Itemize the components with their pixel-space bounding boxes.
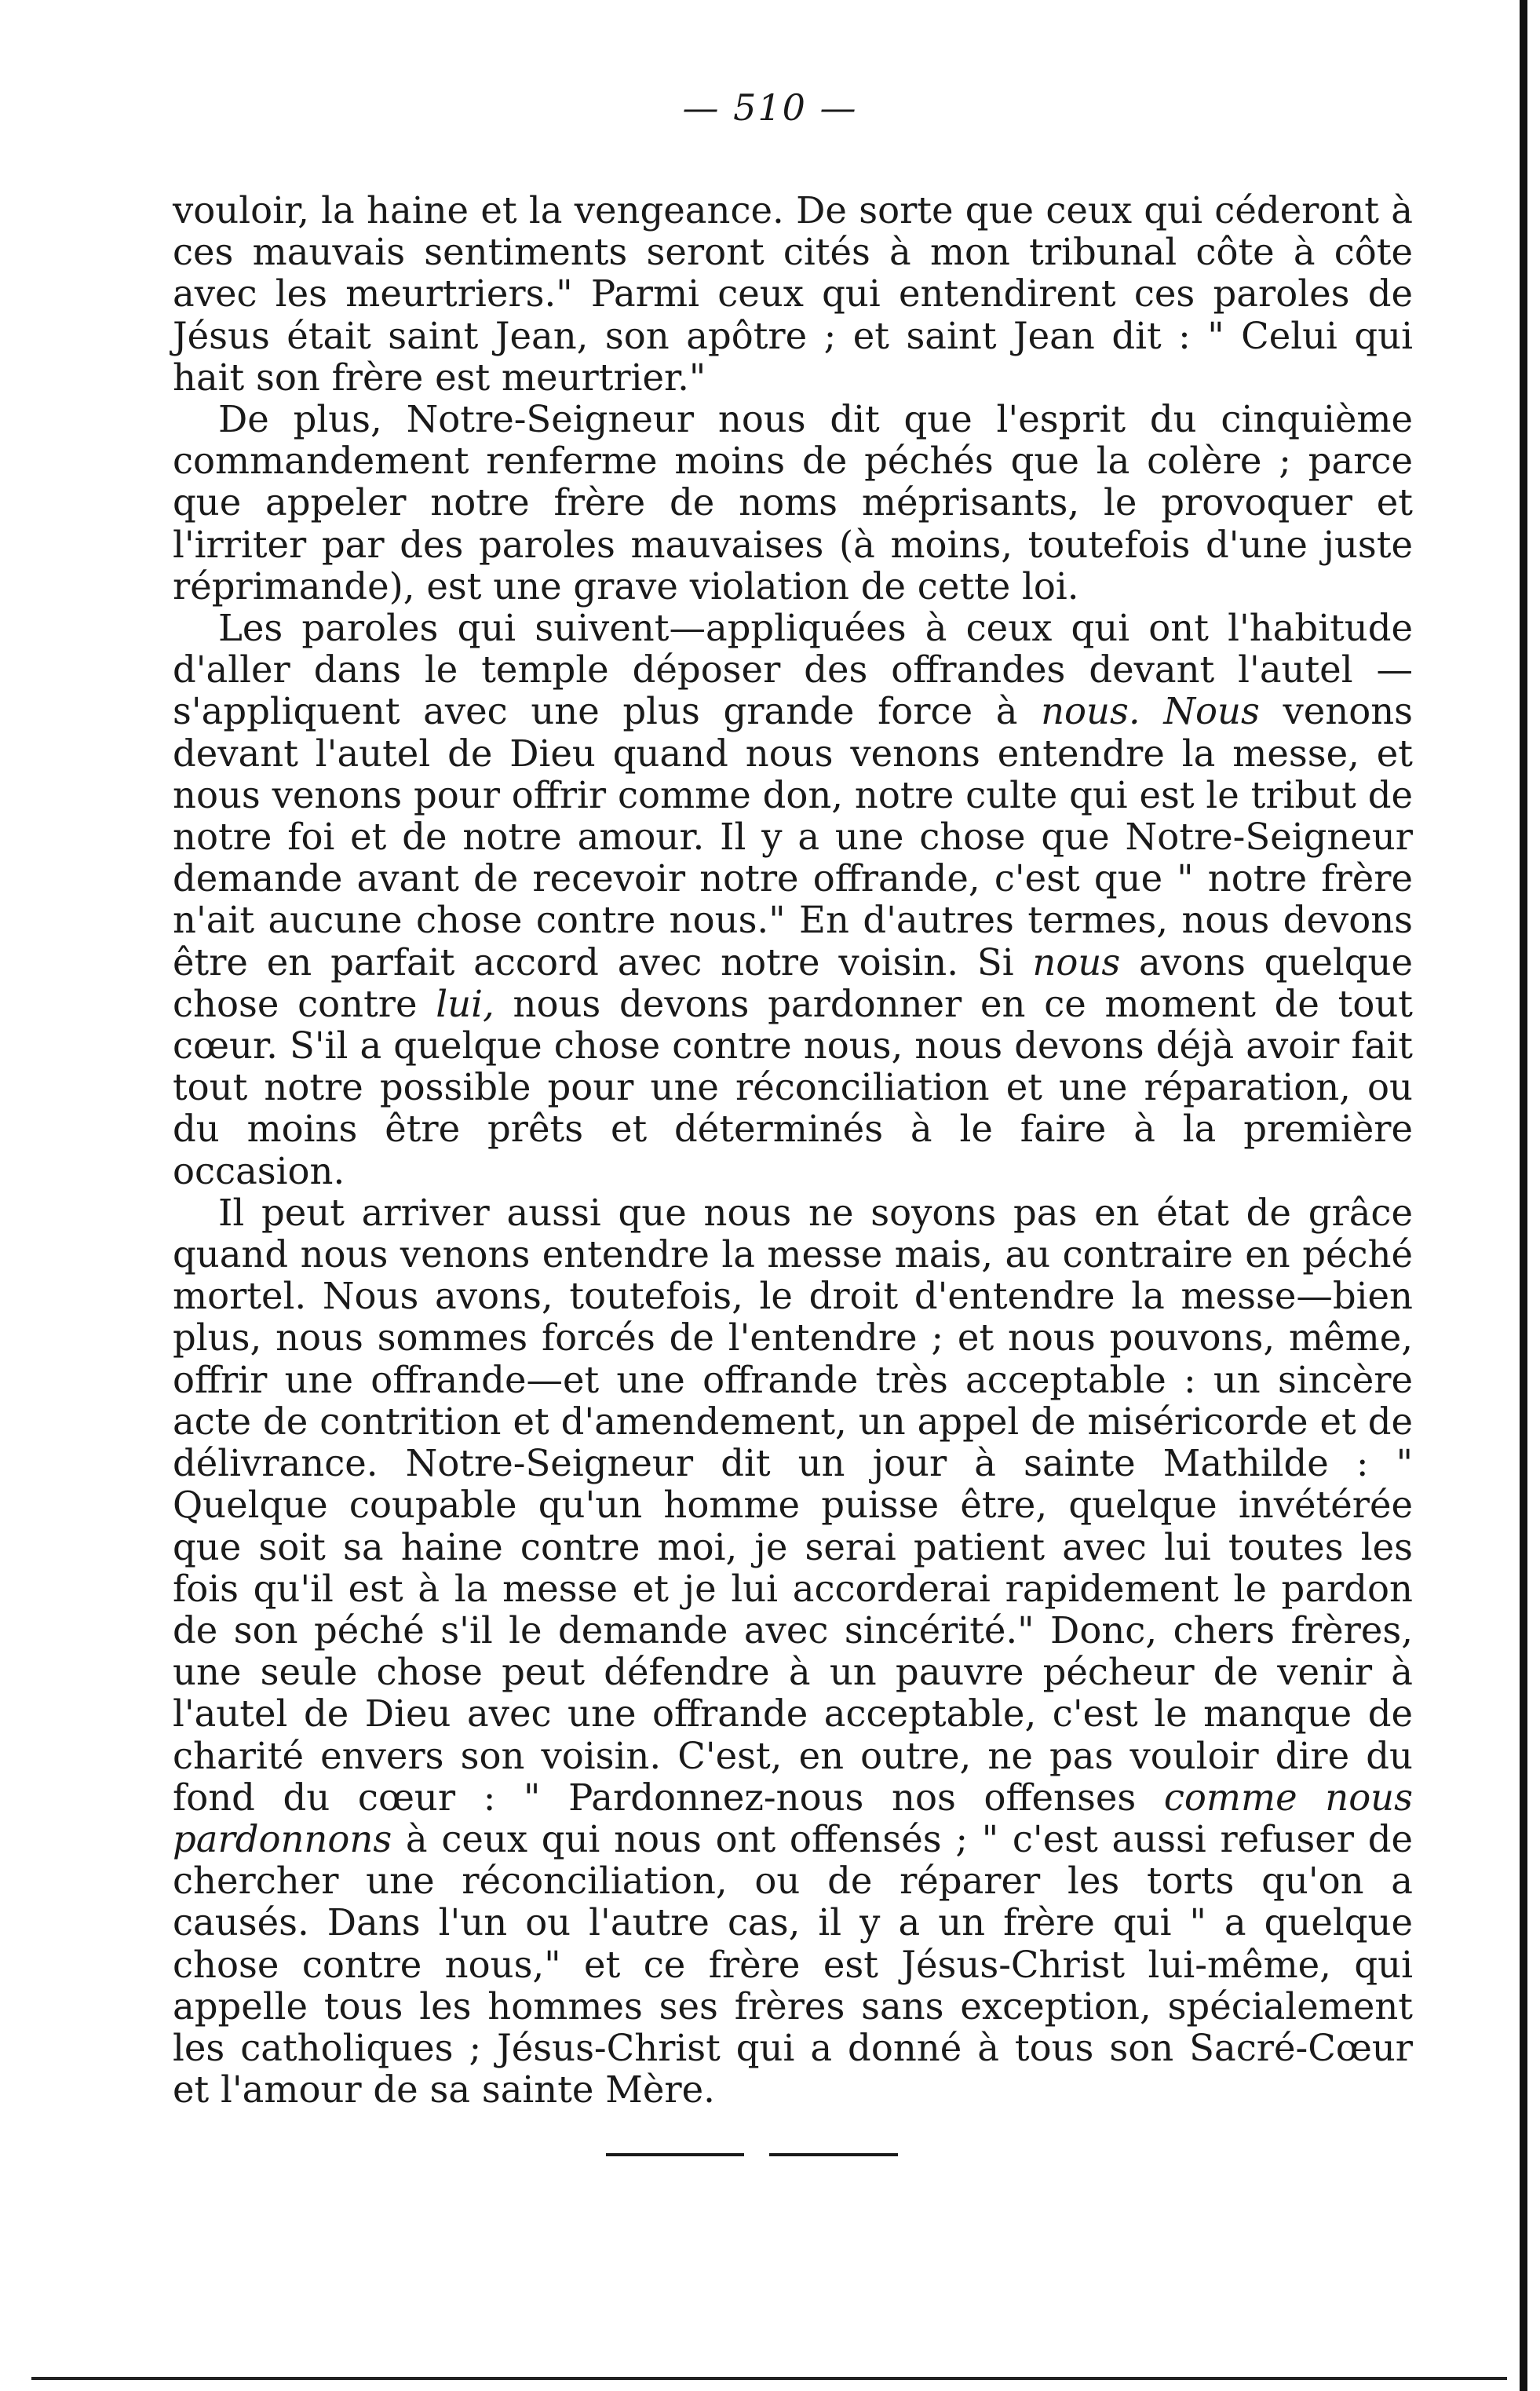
scan-edge-right	[1520, 0, 1527, 2391]
scan-edge-bottom	[31, 2377, 1507, 2380]
body-text	[173, 190, 1413, 2111]
text-run: Il peut arriver aussi que nous ne soyons pas en état de grâce quand nous venons entendre la messe mais, au contraire en péché mortel. Nous avons, toutefois, le droit d'entendre la messe—bien plus, nous sommes forcés de l'entendre ; et nous pouvons, même, offrir une offrande—et une offrande très acceptable : un sincère acte de contrition et d'amendement, un appel de miséricorde et de délivrance. Notre-Seigneur dit un jour à sainte Mathilde : " Quelque coupable qu'un homme puisse être, quelque invétérée que soit sa haine contre moi, je serai patient avec lui toutes les fois qu'il est à la messe et je lui accorderai rapidement le pardon de son péché s'il le demande avec sincérité." Donc, chers frères, une seule chose peut défendre à un pauvre pécheur de venir à l'autel de Dieu avec une offrande acceptable, c'est le manque de charité envers son voisin. C'est, en outre, ne pas vouloir dire du fond du cœur : " Pardonnez-nous nos offenses	[173, 1191, 1413, 1819]
italic-run: Nous	[1163, 690, 1260, 733]
page-number: — 510 —	[682, 86, 858, 129]
italic-run: lui,	[436, 982, 494, 1025]
italic-run: nous	[1032, 940, 1121, 984]
text-run: nous devons pardonner en ce moment de tout cœur. S'il a quelque chose contre nous, nous devons déjà avoir fait tout notre possible pour une réconciliation et une réparation, ou du moins être prêts et déterminés à le faire à la première occasion.	[173, 982, 1413, 1192]
text-run: à ceux qui nous ont offensés ; " c'est aussi refuser de chercher une réconciliation, ou de réparer les torts qu'on a causés. Dans l'un ou l'autre cas, il y a un frère qui " a quelque chose contre nous," et ce frère est Jésus-Christ lui-même, qui appelle tous les hommes ses frères sans exception, spécialement les catholiques ; Jésus-Christ qui a donné à tous son Sacré-Cœur et l'amour de sa sainte Mère.	[173, 1817, 1413, 2112]
text-run	[1140, 690, 1164, 732]
paragraph-1: vouloir, la haine et la vengeance. De sorte que ceux qui céderont à ces mauvais sentiments seront cités à mon tribunal côte à côte avec les meurtriers." Parmi ceux qui entendirent ces paroles de Jésus était saint Jean, son apôtre ; et saint Jean dit : " Celui qui hait son frère est meurtrier."	[173, 189, 1413, 399]
paragraph-3	[173, 608, 1413, 1192]
closing-rule-gap	[744, 2149, 769, 2160]
text-run: avons quelque chose contre	[173, 940, 1414, 1025]
paragraph-4	[173, 1192, 1413, 2111]
text-run: Les paroles qui suivent—appliquées à ceux qui ont l'habitude d'aller dans le temple déposer des offrandes devant l'autel —s'appliquent avec une plus grande force à	[173, 607, 1413, 733]
italic-run: nous.	[1041, 690, 1140, 733]
text-run: venons devant l'autel de Dieu quand nous venons entendre la messe, et nous venons pour offrir comme don, notre culte qui est le tribut de notre foi et de notre amour. Il y a une chose que Notre-Seigneur demande avant de recevoir notre offrande, c'est que " notre frère n'ait aucune chose contre nous." En d'autres termes, nous devons être en parfait accord avec notre voisin. Si	[173, 690, 1413, 984]
paragraph-2: De plus, Notre-Seigneur nous dit que l'esprit du cinquième commandement renferme moins de péchés que la colère ; parce que appeler notre frère de noms méprisants, le provoquer et l'irriter par des paroles mauvaises (à moins, toutefois d'une juste réprimande), est une grave violation de cette loi.	[173, 398, 1413, 608]
italic-run: comme nous pardonnons	[173, 1776, 1413, 1860]
